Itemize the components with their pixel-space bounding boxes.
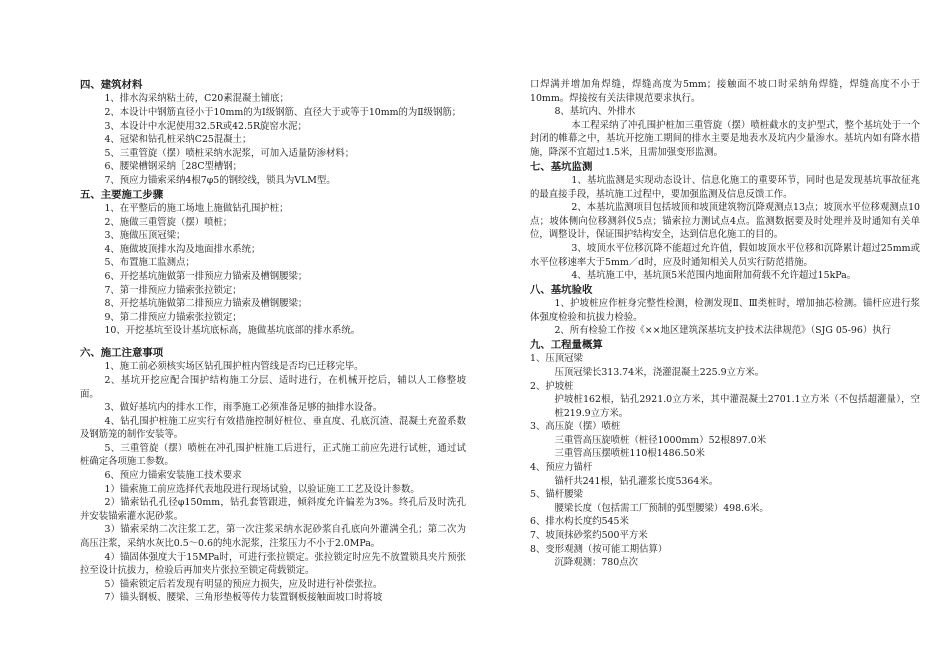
quantity-line: 6、排水构长度约545米 (530, 516, 629, 528)
quantity-line: 4、预应力锚杆 (530, 462, 593, 474)
quantity-line: 8、变形观测（按可能工期估算） (530, 543, 668, 555)
s8-item-2: 2、所有检验工作按《××地区建筑深基坑支护技术法律规范》（SJG 05-96）执行 (554, 325, 891, 337)
s6-6-sub-4: 4）锚固体强度大于15MPa时，可进行张拉锁定。张拉锁定时应先不放置锁具夹片预张拉至设计抗拔力，检验后再加夹片张拉至锁定荷载锁定。 (80, 551, 466, 577)
s4-item-6: 6、腰梁槽钢采纳［28C型槽钢； (104, 161, 243, 173)
quantity-list (530, 352, 920, 570)
s6-item-2: 2、基坑开挖应配合围护结构施工分层、适时进行，在机械开挖后，辅以人工修整坡面。 (80, 374, 466, 400)
s5-item-8: 8、开挖基坑施做第二排预应力锚索及槽钢腰梁； (104, 298, 308, 310)
s7-item-1: 1、基坑监测是实现动态设计、信息化施工的重要环节，同时也是发现基坑事故征兆的最直接手段，基坑施工过程中，要加强监测及信息反馈工作。 (530, 174, 920, 200)
s7-item-2: 2、本基坑监测项目包括坡顶和坡顶建筑物沉降观测点13点；坡顶水平位移观测点10点；坡体侧向位移测斜仪5点；锚索拉力测试点4点。监测数据要及时处理并及时通知有关单位，调整设计，保证围护结构安全，达到信息化施工的目的。 (530, 202, 920, 241)
quantity-line: 沉降观测：780点次 (554, 557, 638, 569)
quantity-line: 腰梁长度（包括需工厂预制的弧型腰梁）498.6米。 (554, 502, 769, 514)
s6-item-4: 4、钻孔围护桩施工应实行有效措施控制好桩位、垂直度、孔底沉渣、混凝土充盈系数及钢筋笼的制作安装等。 (80, 415, 466, 441)
s6-6-sub-1: 1）锚索施工前应选择代表地段进行现场试验，以验证施工工艺及设计参数。 (104, 483, 420, 495)
s6-6-sub-7: 7）锚头钢板、腰梁、三角形垫板等传力装置钢板接触面坡口时将坡 (104, 592, 383, 604)
quantity-line: 压顶冠梁长313.74米，浇灌混凝土225.9立方米。 (554, 366, 765, 378)
section-8-title: 八、基坑验收 (530, 283, 593, 296)
s6-6-sub-5: 5）锚索锁定后若发现有明显的预应力损失，应及时进行补偿张拉。 (104, 578, 383, 590)
s4-item-1: 1、排水沟采纳粘土砖，C20素混凝土铺底； (104, 93, 289, 105)
quantity-line: 三重管高压旋喷桩（桩径1000mm）52根897.0米 (554, 434, 767, 446)
s5-item-2: 2、施做三重管旋（摆）喷桩； (104, 216, 233, 228)
s5-item-7: 7、第一排预应力锚索张拉锁定； (104, 284, 242, 296)
right-column (530, 78, 920, 570)
s4-item-3: 3、本设计中水泥使用32.5R或42.5R旋窑水泥； (104, 120, 307, 132)
s6-6-sub-2: 2）锚索钻孔孔径φ150mm，钻孔套管跟进，倾斜度允许偏差为3%。终孔后及时洗孔并安装锚索灌水泥砂浆。 (80, 497, 466, 522)
quantity-line: 7、坡顶抹砂浆约500平方米 (530, 530, 648, 542)
section-9-title: 九、工程量概算 (530, 338, 603, 351)
quantity-line: 3、高压旋（摆）喷桩 (530, 421, 621, 433)
s5-item-5: 5、布置施工监测点； (104, 257, 195, 269)
section-7-title: 七、基坑监测 (530, 160, 593, 173)
s7-item-4: 4、基坑施工中，基坑顶5米范围内地面附加荷载不允许超过15kPa。 (571, 270, 857, 282)
section-5-title: 五、主要施工步骤 (80, 188, 164, 201)
s6-item-8: 8、基坑内、外排水 (554, 106, 636, 118)
quantity-line: 锚杆共241根，钻孔灌浆长度5364米。 (554, 475, 719, 487)
s5-item-3: 3、施做压顶冠梁； (104, 230, 186, 242)
s5-item-1: 1、在平整后的施工场地上施做钻孔围护桩； (104, 202, 289, 214)
continued-text: 口焊满并增加角焊缝，焊缝高度为5mm；接触面不坡口时采纳角焊缝，焊缝高度不小于10mm。焊接按有关法律规范要求执行。 (530, 79, 920, 104)
section-6-title: 六、施工注意事项 (80, 346, 164, 359)
s6-item-1: 1、施工前必须核实场区钻孔围护桩内管线是否均已迁移完毕。 (104, 361, 364, 373)
s4-item-2: 2、本设计中钢筋直径小于10mm的为Ⅰ级钢筋、直径大于或等于10mm的为Ⅱ级钢筋； (104, 107, 462, 118)
s4-item-5: 5、三重管旋（摆）喷桩采纳水泥浆，可加入适量防渗材料； (104, 147, 355, 159)
quantity-line: 三重管高压摆喷桩110根1486.50米 (554, 448, 705, 460)
s6-item-3: 3、做好基坑内的排水工作，雨季施工必须准备足够的抽排水设备。 (104, 402, 383, 414)
s5-item-9: 9、第二排预应力锚索张拉锁定； (104, 311, 242, 323)
s6-item-8-text: 本工程采纳了冲孔围护桩加三重管旋（摆）喷桩截水的支护型式，整个基坑处于一个封闭的帷幕之中，基坑开挖施工期间的排水主要是地表水及坑内少量渗水。基坑内如有降水措施，降深不宜超过1.5米，且需加强变形监测。 (530, 119, 920, 158)
s7-item-3: 3、坡顶水平位移沉降不能超过允许值，假如坡顶水平位移和沉降累计超过25mm或水平位移速率大于5mm／d时，应及时通知相关人员实行防范措施。 (530, 242, 920, 268)
s5-item-4: 4、施做坡顶排水沟及地面排水系统； (104, 243, 261, 255)
section-4-title: 四、建筑材料 (80, 79, 143, 91)
s6-item-6: 6、预应力锚索安装施工技术要求 (104, 470, 242, 482)
s6-6-sub-3: 3）锚索采纳二次注浆工艺，第一次注浆采纳水泥砂浆自孔底向外灌满全孔；第二次为高压注浆，采纳水灰比0.5～0.6的纯水泥浆，注浆压力不小于2.0MPa。 (80, 524, 466, 550)
quantity-line: 护坡桩162根，钻孔2921.0立方米，其中灌混凝土2701.1立方米（不包括超灌量），空桩219.9立方米。 (554, 394, 920, 419)
s5-item-6: 6、开挖基坑施做第一排预应力锚索及槽钢腰梁； (104, 270, 308, 282)
s5-item-10: 10、开挖基坑至设计基坑底标高，施做基坑底部的排水系统。 (104, 325, 361, 337)
s4-item-4: 4、冠梁和钻孔桩采纳C25混凝土； (104, 134, 252, 146)
quantity-line: 5、锚杆腰梁 (530, 489, 583, 501)
s4-item-7: 7、预应力锚索采纳4根7φ5的钢绞线，锁具为VLM型。 (104, 174, 336, 186)
s6-item-5: 5、三重管旋（摆）喷桩在冲孔围护桩施工后进行，正式施工前应先进行试桩，通过试桩确定各项施工参数。 (80, 442, 466, 468)
quantity-line: 2、护坡桩 (530, 380, 574, 392)
s8-item-1: 1、护坡桩应作桩身完整性检测，检测发现Ⅱ、Ⅲ类桩时，增加抽芯检测。锚杆应进行浆体强度检验和抗拔力检验。 (530, 298, 920, 323)
quantity-line: 1、压顶冠梁 (530, 353, 583, 365)
left-column (80, 78, 466, 605)
